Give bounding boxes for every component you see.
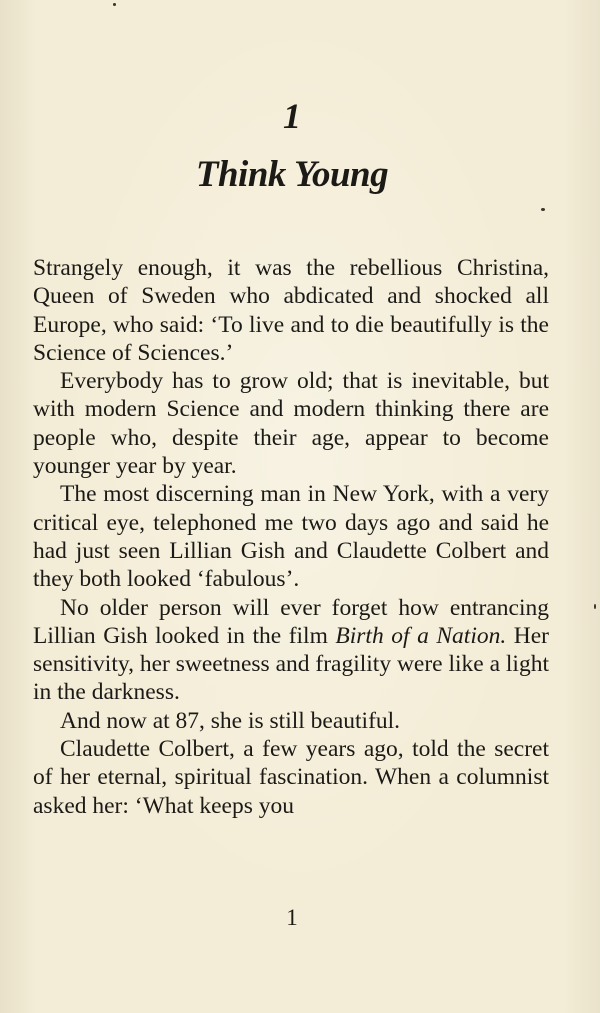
- paragraph: The most discerning man in New York, with a very critical eye, telephoned me two days ago and said he had just seen Lillian Gish and Claudette Colbert and they both looked ‘fabulous’.: [33, 481, 549, 593]
- ink-speck: [113, 3, 116, 6]
- paragraph: Claudette Colbert, a few years ago, told the secret of her eternal, spiritual fascination. When a columnist asked her: ‘What keeps you: [33, 736, 549, 819]
- chapter-title: Think Young: [195, 154, 389, 195]
- ink-speck: [594, 604, 596, 609]
- paragraph-text: No older person will ever forget how entrancing Lillian Gish looked in the film: [33, 594, 549, 649]
- chapter-body: [33, 254, 549, 820]
- paragraph-text: Her sensitivity, her sweetness and fragility were like a light in the darkness.: [33, 622, 549, 706]
- ink-speck: [541, 208, 545, 211]
- chapter-number: 1: [283, 96, 301, 136]
- paragraph: And now at 87, she is still beautiful.: [60, 707, 401, 734]
- page-number: 1: [286, 905, 298, 930]
- paragraph: Everybody has to grow old; that is inevitable, but with modern Science and modern thinking there are people who, despite their age, appear to become younger year by year.: [33, 368, 549, 480]
- paragraph: Strangely enough, it was the rebellious Christina, Queen of Sweden who abdicated and shocked all Europe, who said: ‘To live and to die beautifully is the Science of Sciences.’: [33, 255, 549, 366]
- film-title: Birth of a Nation.: [335, 622, 507, 649]
- paragraph: [33, 594, 549, 707]
